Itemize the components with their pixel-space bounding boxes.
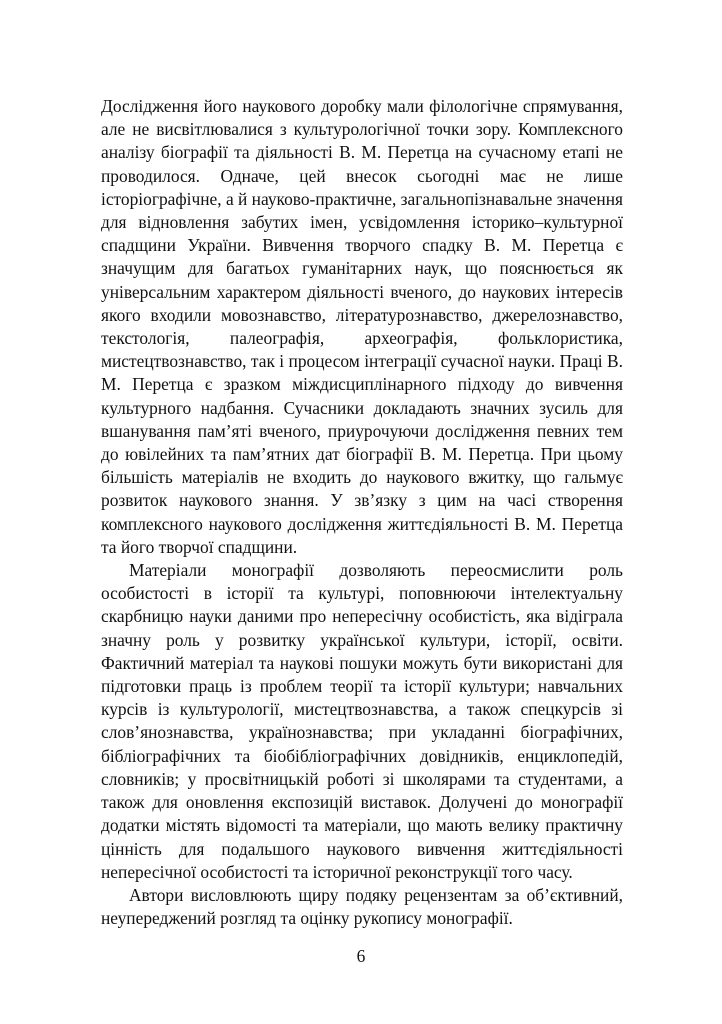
paragraph-2: Матеріали монографії дозволяють переосмислити роль особистості в історії та культурі, поповнюючи інтелектуальну скарбницю науки даними про непересічну особистість, яка відіграла значну роль у розвитку української культури, історії, освіти. Фактичний матеріал та наукові пошуки можуть бути використані для підготовки праць із проблем теорії та історії культури; навчальних курсів із культурології, мистецтвознавства, а також спецкурсів зі слов’янознавства, українознавства; при укладанні біографічних, бібліографічних та біобібліографічних довідників, енциклопедій, словників; у просвітницькій роботі зі школярами та студентами, а також для оновлення експозицій виставок. Долучені до монографії додатки містять відомості та матеріали, що мають велику практичну цінність для подальшого наукового вивчення життєдіяльності непересічної особистості та історичної реконструкції того часу.	[101, 560, 623, 882]
paragraph-1: Дослідження його наукового доробку мали філологічне спрямування, але не висвітлювалися з культурологічної точки зору. Комплексного аналізу біографії та діяльності В. М. Перетца на сучасному етапі не проводилося. Одначе, цей внесок сьогодні має не лише історіографічне, а й науково-практичне, загальнопізнавальне значення для відновлення забутих імен, усвідомлення історико–культурної спадщини України. Вивчення творчого спадку В. М. Перетца є значущим для багатьох гуманітарних наук, що пояснюється як універсальним характером діяльності вченого, до наукових інтересів якого входили мовознавство, літературознавство, джерелознавство, текстологія, палеографія, археографія, фольклористика, мистецтвознавство, так і процесом інтеграції сучасної науки. Праці В. М. Перетца є зразком міждисциплінарного підходу до вивчення культурного надбання. Сучасники докладають значних зусиль для вшанування пам’яті вченого, приурочуючи дослідження певних тем до ювілейних та пам’ятних дат біографії В. М. Перетца. При цьому більшість матеріалів не входить до наукового вжитку, що гальмує розвиток наукового знання. У зв’язку з цим на часі створення комплексного наукового дослідження життєдіяльності В. М. Перетца та його творчої спадщини.	[101, 96, 624, 557]
body-text	[101, 95, 623, 930]
page-number: 6	[356, 946, 366, 966]
paragraph-3: Автори висловлюють щиру подяку рецензентам за об’єктивний, неупереджений розгляд та оцінку рукопису монографії.	[101, 884, 623, 929]
